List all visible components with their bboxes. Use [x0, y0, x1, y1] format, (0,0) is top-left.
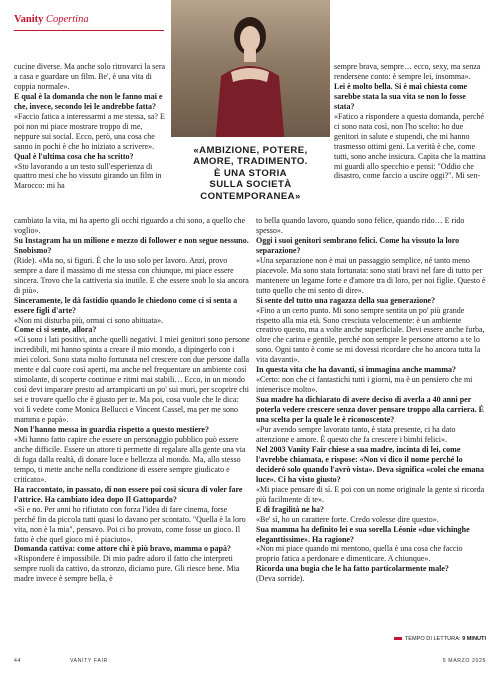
interview-question: Domanda cattiva: come attore chi è più bravo, mamma o papà? — [14, 544, 231, 554]
interview-answer: «Mi piace pensare di sì. E poi con un nome originale la gente si ricorda più facilmente di te». — [256, 484, 485, 504]
reading-time-value: 9 MINUTI — [462, 636, 486, 642]
interview-question: E di fragilità ne ha? — [256, 504, 325, 514]
reading-time-marker — [394, 637, 402, 640]
footer-date: 5 MARZO 2025 — [442, 658, 486, 664]
interview-question: Qual è l'ultima cosa che ha scritto? — [14, 151, 134, 161]
interview-answer: (Deva sorride). — [256, 574, 305, 584]
interview-answer: «Fatico a rispondere a questa domanda, perché ci sono nata così, non l'ho scelto: ho due genitori in salute e stupendi, che mi hanno trasmesso ottimi geni. La verità è che, come tutti, sono anche insicura. Capita che la mattina mi guardi allo specchio e pensi: "Oddio che disastro, come faccio a uscire oggi?". Mi sen- — [334, 111, 486, 181]
pull-quote-line: È UNA STORIA — [213, 167, 288, 179]
interview-question: Ha raccontato, in passato, di non essere poi così sicura di voler fare l'attrice. Ha cambiato idea dopo Il Gattopardo? — [14, 484, 243, 504]
interview-answer: «Rispondere è impossibile. Di mio padre adoro il fatto che interpreti sempre ruoli da cattivo, da stronzo, diciamo pure. Gli riesce bene. Mia madre invece è sempre bella, è — [14, 554, 240, 584]
interview-question: In questa vita che ha davanti, si immagina anche mamma? — [256, 365, 457, 375]
pull-quote-line: AMORE, TRADIMENTO. — [193, 156, 308, 168]
article-column-right-bottom — [256, 216, 488, 584]
interview-question: Come ci si sente, allora? — [14, 325, 97, 335]
interview-question: Sinceramente, le dà fastidio quando le chiedono come ci si senta a essere figli d'arte? — [14, 295, 238, 315]
reading-time — [394, 636, 486, 642]
interview-answer: «Non mi piace quando mi mentono, quella è una cosa che faccio proprio fatica a perdonare e dimenticare. A chiunque». — [256, 544, 463, 564]
section-name: Copertina — [46, 14, 89, 25]
pull-quote — [171, 145, 330, 202]
pull-quote-line: «AMBIZIONE, POTERE, — [193, 145, 308, 156]
interview-answer: «Certo: non che ci fantastichi tutti i giorni, ma è un pensiero che mi intenerisce molto». — [256, 375, 473, 395]
interview-question: Si sente del tutto una ragazza della sua generazione? — [256, 295, 436, 305]
cover-photo — [171, 0, 330, 137]
article-column-left-top — [14, 62, 166, 191]
article-column-left-bottom — [14, 216, 250, 584]
interview-answer: cucine diverse. Ma anche solo ritrovarci la sera a casa e guardare un film. Be', è una vita di coppia normale». — [14, 62, 166, 91]
interview-answer: (Ride). «Ma no, si figuri. È che lo uso solo per lavoro. Anzi, provo sempre a dare il massimo di me stessa con chiunque, mi piace essere sincera. Trovo che la cattiveria sia inutile. E che essere snob lo sia ancora di più». — [14, 255, 249, 295]
interview-question: Nel 2003 Vanity Fair chiese a sua madre, incinta di lei, come l'avrebbe chiamata, e rispose: «Non vi dico il nome perché lo decideró solo quando l'avrò vista». Deva significa «colei che emana luce». Ci ha visto giusto? — [256, 444, 484, 484]
interview-answer: «Non mi disturba più, ormai ci sono abituata». — [14, 315, 164, 325]
interview-question: Sua madre ha dichiarato di avere deciso di averla a 40 anni per poterla vedere crescere senza dover pensare troppo alla carriera. È una scelta per la quale le è riconoscente? — [256, 395, 484, 425]
pull-quote-line: SULLA SOCIETÀ — [209, 179, 292, 191]
interview-answer: cambiato la vita, mi ha aperto gli occhi riguardo a chi sono, a quello che voglio». — [14, 216, 246, 235]
interview-question: Ricorda una bugia che le ha fatto particolarmente male? — [256, 564, 449, 574]
interview-answer: sempre brava, sempre… ecco, sexy, ma senza rendersene conto: è sempre lei, insomma». — [334, 62, 481, 81]
interview-answer: «Faccio fatica a interessarmi a me stessa, sa? E poi non mi piace mostrare troppo di me, neppure sui social. Ecco, però, una cosa che sanno in pochi è che ho iniziato a scrivere». — [14, 111, 165, 151]
footer-magazine-name: VANITY FAIR — [70, 658, 108, 664]
interview-answer: «Be' sì, ho un carattere forte. Credo volesse dire questo». — [256, 514, 439, 524]
magazine-brand: Vanity — [14, 14, 44, 25]
interview-answer: «Fino a un certo punto. Mi sono sempre sentita un po' più grande rispetto alla mia età. Sono cresciuta velocemente: è un ambiente creativo questo, ma a volte anche superficiale. Devi essere anche furba, oltre che carina e gentile, perché non sempre le persone attorno a te lo sono. Ogni tanto è come se mi dovessi ricordare che ho ancora tutta la vita davanti». — [256, 305, 485, 365]
interview-answer: «Sto lavorando a un testo sull'esperienza di quattro mesi che ho vissuto girando un film in Marocco: mi ha — [14, 161, 162, 191]
interview-question: Su Instagram ha un milione e mezzo di follower e non segue nessuno. Snobismo? — [14, 235, 249, 255]
interview-question: Non l'hanno messa in guardia rispetto a questo mestiere? — [14, 425, 209, 435]
interview-answer: to bella quando lavoro, quando sono felice, quando rido… E rido spesso». — [256, 216, 465, 235]
interview-answer: «Una separazione non è mai un passaggio semplice, né tanto meno piacevole. Ma sono stata fortunata: sono stati bravi nel fare di tutto per mantenere un legame forte e d'amore tra di loro, per noi figlie. Questo è tutto quello che mi sento di dire». — [256, 255, 486, 295]
interview-answer: «Ci sono i lati positivi, anche quelli negativi. I miei genitori sono persone incredibili, mi hanno spinta a creare il mio mondo, a dipingerlo con i miei colori. Sono stata molto fortunata nel crescere con due persone dalla mente e dal cuore così aperti, ma anche nel frequentare un ambiente così stimolante, di scoperte continue e ritmi mai stabili… Ecco, in un mondo così devi imparare presto ad arrampicarti un po' sui muri, per scoprire chi sei e trovare quello che è giusto per te. Ma poi, cosa vuole che le dica: voi lì vedete come Monica Bellucci e Vincent Cassel, ma per me sono mamma e papà». — [14, 335, 250, 425]
pull-quote-line: CONTEMPORANEA» — [200, 190, 301, 202]
interview-question: E qual è la domanda che non le fanno mai e che, invece, secondo lei le andrebbe fatta? — [14, 91, 163, 111]
reading-time-label: TEMPO DI LETTURA: — [404, 636, 461, 642]
interview-question: Sua mamma ha definito lei e sua sorella Léonie «due vichinghe eleganttissime». Ha ragione? — [256, 524, 470, 544]
interview-question: Oggi i suoi genitori sembrano felici. Come ha vissuto la loro separazione? — [256, 235, 460, 255]
woman-figure-illustration — [207, 6, 293, 137]
interview-question: Lei è molto bella. Si è mai chiesta come sarebbe stata la sua vita se non lo fosse stata? — [334, 81, 468, 111]
interview-answer: «Sì e no. Per anni ho rifiutato con forza l'idea di fare cinema, forse perché fin da piccola tutti quasi lo davano per scontato. "Quella è la loro vita, non è la mia", pensavo. Poi ci ho provato, come fosse un gioco. Il fatto è che quel gioco mi è piaciuto». — [14, 504, 246, 544]
interview-answer: «Pur avendo sempre lavorato tanto, è stata presente, ci ha dato attenzione e amore. È questo che fa crescere i bimbi felici». — [256, 425, 456, 444]
page-number: 44 — [14, 658, 21, 664]
section-header — [14, 14, 89, 25]
article-column-right-top — [334, 62, 486, 181]
header-divider — [14, 30, 164, 31]
interview-answer: «Mi hanno fatto capire che essere un personaggio pubblico può essere anche difficile. Essere un attore ti permette di regalare alla gente una via di fuga dalla realtà, di donare luce e bellezza al mondo. Ma, allo stesso tempo, ti mette anche nella condizione di essere sempre giudicato e criticato». — [14, 434, 246, 484]
